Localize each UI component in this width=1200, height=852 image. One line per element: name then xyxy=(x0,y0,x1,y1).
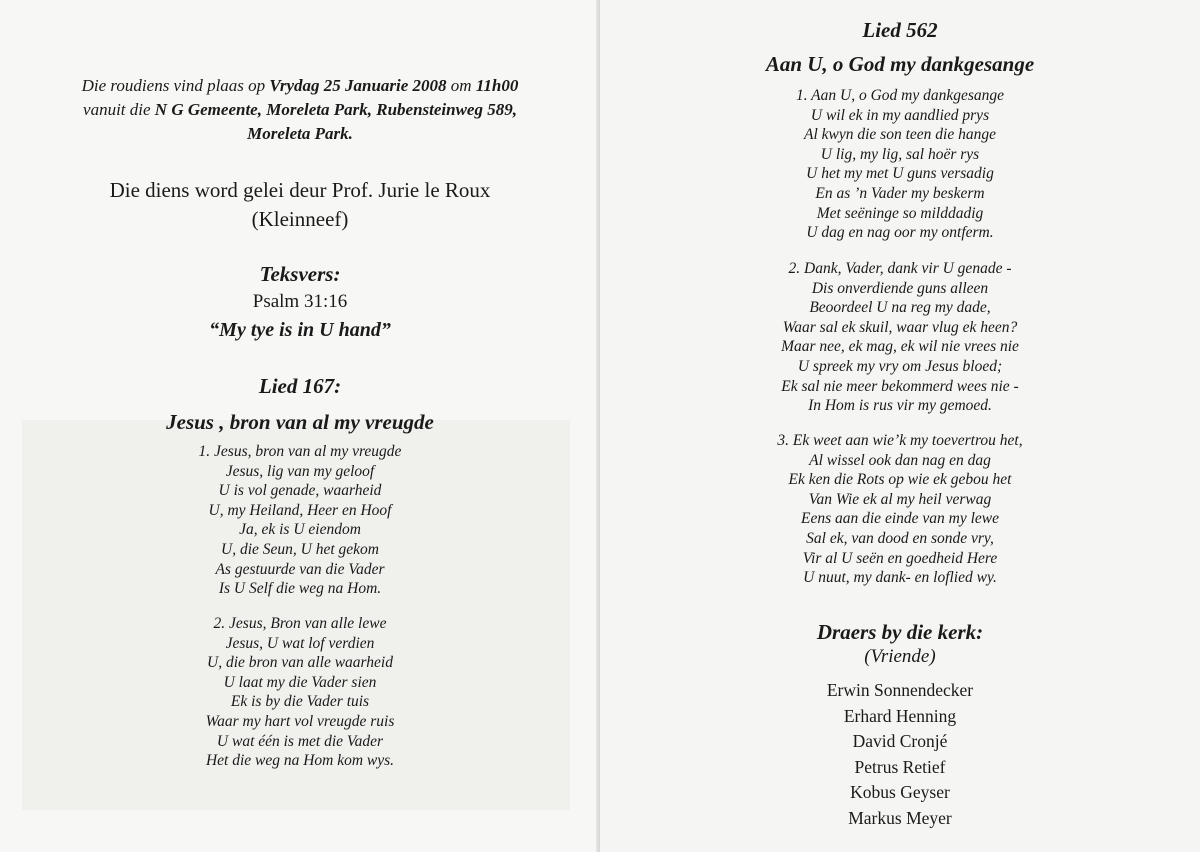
verse-line: U is vol genade, waarheid xyxy=(218,482,382,500)
verse-line: Waar sal ek skuil, waar vlug ek heen? xyxy=(782,318,1018,336)
verse-line: U wat één is met die Vader xyxy=(216,732,384,750)
verse-line: U, die bron van alle waarheid xyxy=(207,654,393,672)
verse-line: Sal ek, van dood en sonde vry, xyxy=(806,529,994,547)
hymn-167-title: Jesus , bron van al my vreugde xyxy=(166,410,434,434)
verse-line: U wil ek in my aandlied prys xyxy=(810,106,990,124)
verse-line: Het die weg na Hom kom wys. xyxy=(205,752,395,770)
right-page xyxy=(600,0,1200,852)
verse-line: U, die Seun, U het gekom xyxy=(221,540,379,558)
bearer-name: Kobus Geyser xyxy=(850,782,950,802)
verse-line: Vir al U seën en goedheid Here xyxy=(802,549,998,567)
hymn-167-verse-2 xyxy=(0,614,600,771)
verse-line: Maar nee, ek mag, ek wil nie vrees nie xyxy=(781,338,1019,356)
bearer-name: Petrus Retief xyxy=(854,756,946,777)
verse-line: Eens aan die einde van my lewe xyxy=(801,510,999,528)
bearer-name: Erhard Henning xyxy=(843,705,957,726)
verse-line: U nuut, my dank- en loflied wy. xyxy=(803,569,997,587)
verse-line: Met seëninge so milddadig xyxy=(816,204,984,222)
verse-line: 2. Dank, Vader, dank vir U genade - xyxy=(788,260,1012,277)
intro-text-2: vanuit die xyxy=(83,100,155,119)
bearers-subheading: (Vriende) xyxy=(864,646,936,667)
bearers-list xyxy=(600,678,1200,831)
verse-line: Ja, ek is U eiendom xyxy=(239,521,361,539)
hymn-562-verse-2 xyxy=(600,259,1200,416)
verse-line: En as ’n Vader my beskerm xyxy=(815,184,985,202)
hymn-562-verse-3 xyxy=(600,431,1200,588)
verse-line: Van Wie ek al my heil verwag xyxy=(808,490,992,508)
verse-line: In Hom is rus vir my gemoed. xyxy=(808,397,992,415)
leader-relation: (Kleinneef) xyxy=(251,207,349,231)
hymn-562-title: Aan U, o God my dankgesange xyxy=(765,52,1035,76)
verse-line: Dis onverdiende guns alleen xyxy=(811,279,989,297)
verse-line: Ek is by die Vader tuis xyxy=(230,693,370,711)
verse-line: U laat my die Vader sien xyxy=(223,673,377,691)
service-venue-2: Moreleta Park. xyxy=(247,124,353,143)
verse-line: 3. Ek weet aan wie’k my toevertrou het, xyxy=(777,432,1023,449)
verse-line: 1. Aan U, o God my dankgesange xyxy=(795,87,1005,104)
verse-line: U het my met U guns versadig xyxy=(806,165,994,183)
verse-line: Is U Self die weg na Hom. xyxy=(218,580,382,598)
verse-line: 2. Jesus, Bron van alle lewe xyxy=(213,615,387,632)
verse-line: Ek ken die Rots op wie ek gebou het xyxy=(788,471,1012,489)
verse-line: Ek sal nie meer bekommerd wees nie - xyxy=(781,377,1019,395)
verse-line: As gestuurde van die Vader xyxy=(215,560,385,578)
verse-line: U dag en nag oor my ontferm. xyxy=(806,224,994,242)
verse-line: Al wissel ook dan nag en dag xyxy=(809,451,991,469)
hymn-562-verse-1 xyxy=(600,86,1200,243)
verse-line: Beoordeel U na reg my dade, xyxy=(809,299,991,317)
psalm-reference: Psalm 31:16 xyxy=(252,291,348,312)
intro-text: Die roudiens vind plaas op xyxy=(81,76,270,95)
intro-text-mid: om xyxy=(446,76,476,95)
service-time: 11h00 xyxy=(475,76,519,95)
verse-line: Jesus, U wat lof verdien xyxy=(225,634,375,652)
hymn-562-heading: Lied 562 xyxy=(862,18,938,42)
bearer-name: David Cronjé xyxy=(852,731,948,751)
bearer-name: Erwin Sonnendecker xyxy=(826,680,974,700)
hymn-167-verse-1 xyxy=(0,442,600,599)
service-leader xyxy=(0,176,600,234)
verse-line: Waar my hart vol vreugde ruis xyxy=(205,712,395,730)
teksvers-heading: Teksvers: xyxy=(259,262,341,286)
scripture-quote: “My tye is in U hand” xyxy=(209,319,391,341)
verse-line: U lig, my lig, sal hoër rys xyxy=(820,145,980,163)
verse-line: Al kwyn die son teen die hange xyxy=(804,126,996,144)
verse-line: U spreek my vry om Jesus bloed; xyxy=(797,357,1003,375)
verse-line: U, my Heiland, Heer en Hoof xyxy=(208,501,392,519)
bearers-heading: Draers by die kerk: xyxy=(816,620,984,644)
service-date: Vrydag 25 Januarie 2008 xyxy=(269,76,447,95)
leader-line: Die diens word gelei deur Prof. Jurie le Roux xyxy=(109,178,491,202)
verse-line: 1. Jesus, bron van al my vreugde xyxy=(198,443,402,460)
verse-line: Jesus, lig van my geloof xyxy=(225,462,375,480)
service-venue: N G Gemeente, Moreleta Park, Rubensteinweg 589, xyxy=(154,100,517,119)
bearer-name: Markus Meyer xyxy=(848,807,952,828)
hymn-167-heading: Lied 167: xyxy=(258,374,342,398)
service-intro xyxy=(0,74,600,146)
